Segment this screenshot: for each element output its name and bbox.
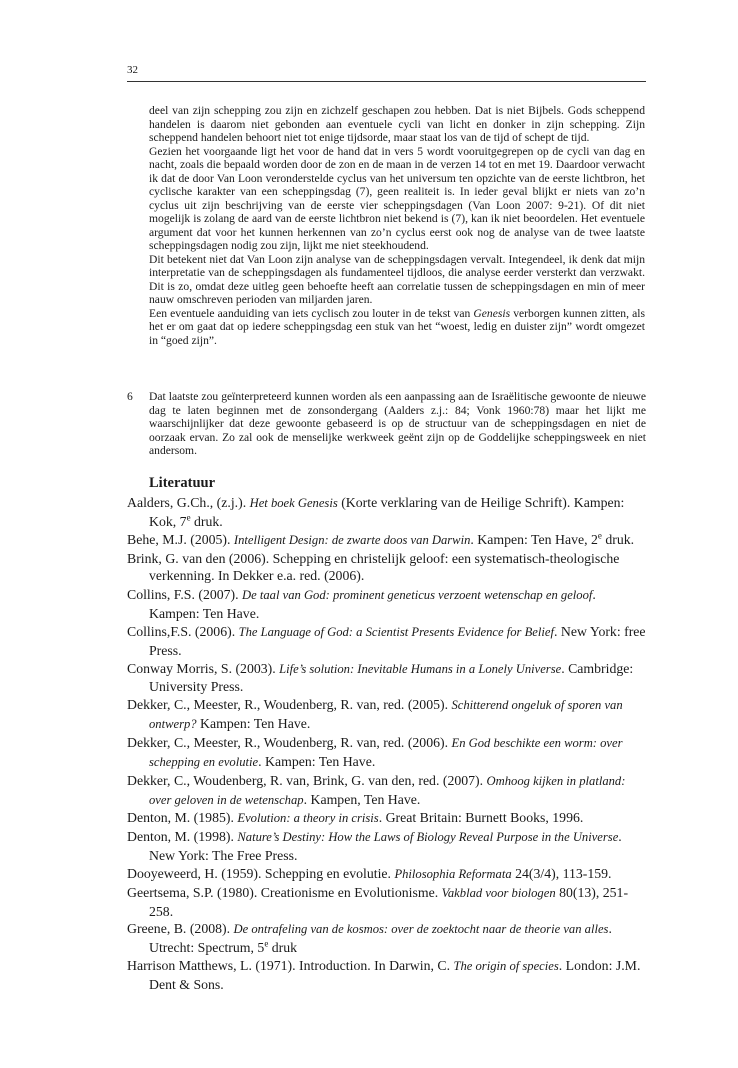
note-paragraph: Dit betekent niet dat Van Loon zijn analyse van de scheppingsdagen vervalt. Integendeel, ik denk dat mijn interpretatie van de scheppingsdagen als fundamenteel tijdloos, die analyse eerder versterkt dan verzwakt. Dit is zo, omdat deze uitleg geen behoefte heeft aan correlatie tussen de scheppingsdagen en min of meer nauw omschreven perioden van miljarden jaren. bbox=[149, 252, 645, 306]
ref-title: En God beschikte een worm: over schepping en evolutie bbox=[149, 735, 623, 769]
header-rule bbox=[127, 81, 646, 82]
ref-text: Harrison Matthews, L. (1971). Introduction. In Darwin, C. bbox=[127, 958, 454, 974]
ref-title: Life’s solution: Inevitable Humans in a Lonely Universe bbox=[279, 661, 562, 676]
ref-text: . Utrecht: Spectrum, 5 bbox=[149, 921, 612, 956]
section-heading: Literatuur bbox=[149, 475, 216, 491]
ref-text: Dooyeweerd, H. (1959). Schepping en evolutie. bbox=[127, 865, 395, 881]
ref-sup: e bbox=[264, 938, 269, 949]
note-paragraph: Gezien het voorgaande ligt het voor de hand dat in vers 5 wordt vooruitgegrepen op de cycli van dag en nacht, zoals die bepaald worden door de zon en de maan in de verzen 14 tot en met 19. Daardoor verwacht ik dat de door Van Loon veronderstelde cyclus van het universum ten opzichte van de eerste lichtbron, het cyclische karakter van een scheppingsdag (7), geen realiteit is. In ieder geval blijkt er niets van zo’n cyclus uit zijn beschrijving van de eerste vier scheppingsdagen (Van Loon 2007: 9-21). Of dit niet mogelijk is zolang de aard van de eerste lichtbron niet bekend is (7), kan ik niet beoordelen. Het eventuele argument dat voor het kunnen herkennen van zo’n cyclus eerst ook nog de analyse van de twee laatste scheppingsdagen nodig zou zijn, lijkt me niet steekhoudend. bbox=[149, 144, 645, 252]
ref-text: Greene, B. (2008). bbox=[127, 921, 234, 937]
reference-entry bbox=[127, 865, 646, 884]
ref-text: . Cambridge: University Press. bbox=[149, 660, 634, 695]
ref-text: . Kampen: Ten Have. bbox=[149, 587, 596, 622]
page-number: 32 bbox=[127, 64, 138, 76]
ref-text: Behe, M.J. (2005). bbox=[127, 531, 234, 547]
ref-text: druk. bbox=[190, 513, 223, 529]
reference-entry bbox=[127, 920, 646, 957]
footnote-continuation bbox=[149, 104, 645, 347]
ref-title: The Language of God: a Scientist Presents Evidence for Belief bbox=[238, 624, 554, 639]
reference-list bbox=[127, 494, 646, 994]
ref-text: . New York: free Press. bbox=[149, 623, 646, 658]
reference-entry bbox=[127, 828, 646, 865]
ref-text: . Great Britain: Burnett Books, 1996. bbox=[378, 810, 584, 826]
ref-title: Vakblad voor biologen bbox=[441, 885, 556, 900]
ref-text: . Kampen: Ten Have, 2 bbox=[470, 531, 598, 547]
ref-title: Evolution: a theory in crisis bbox=[237, 811, 379, 826]
reference-entry bbox=[127, 884, 646, 921]
reference-entry bbox=[127, 550, 646, 587]
ref-text: Dekker, C., Meester, R., Woudenberg, R. van, red. (2005). bbox=[127, 697, 452, 713]
reference-entry bbox=[127, 494, 646, 531]
ref-text: Aalders, G.Ch., (z.j.). bbox=[127, 495, 250, 510]
ref-text: druk. bbox=[601, 531, 635, 547]
ref-title: Schitterend ongeluk of sporen van ontwerp? bbox=[149, 698, 623, 732]
ref-text: . New York: The Free Press. bbox=[149, 829, 622, 864]
ref-sup: e bbox=[597, 530, 602, 541]
footnote-text: Dat laatste zou geïnterpreteerd kunnen worden als een aanpassing aan de Israëlitische gewoonte de nieuwe dag te laten beginnen met de zonsondergang (Aalders z.j.: 84; Vonk 1960:78) maar het lijkt me waarschijnlijker dat deze gewoonte gebaseerd is op de structuur van de scheppingsdagen en niet de oorzaak ervan. Zo zal ook de menselijke werkweek geënt zijn op de Goddelijke scheppingsweek en niet andersom. bbox=[149, 390, 646, 457]
ref-text: Kampen: Ten Have. bbox=[196, 716, 311, 732]
reference-entry bbox=[127, 772, 646, 810]
ref-text: . London: J.M. Dent & Sons. bbox=[149, 958, 641, 992]
ref-title: Philosophia Reformata bbox=[394, 866, 512, 881]
ref-text: Collins, F.S. (2007). bbox=[127, 587, 243, 603]
ref-text: . Kampen: Ten Have. bbox=[258, 753, 376, 769]
reference-entry bbox=[127, 660, 646, 697]
note-paragraph bbox=[149, 307, 645, 348]
ref-text: Dekker, C., Meester, R., Woudenberg, R. van, red. (2006). bbox=[127, 734, 452, 750]
ref-title: The origin of species bbox=[453, 959, 559, 974]
ref-title: De taal van God: prominent geneticus verzoent wetenschap en geloof bbox=[242, 588, 593, 603]
text-segment: verborgen kunnen zitten, als het er om gaat dat op iedere scheppingsdag een stuk van het “woest, ledig en duister zijn” wordt omgezet in “goed zijn”. bbox=[149, 306, 645, 347]
ref-text: 80(13), 251-258. bbox=[149, 884, 629, 919]
italic-term: Genesis bbox=[473, 306, 511, 320]
footnote-number: 6 bbox=[127, 390, 133, 403]
reference-entry bbox=[127, 586, 646, 623]
ref-text: Denton, M. (1998). bbox=[127, 829, 238, 845]
ref-sup: e bbox=[186, 512, 191, 523]
reference-entry bbox=[127, 809, 646, 828]
ref-text: Denton, M. (1985). bbox=[127, 810, 238, 826]
ref-title: Het boek Genesis bbox=[249, 496, 338, 510]
ref-title: Nature’s Destiny: How the Laws of Biology Reveal Purpose in the Universe bbox=[237, 830, 619, 845]
ref-title: Omhoog kijken in platland: over geloven in de wetenschap bbox=[149, 773, 626, 807]
reference-entry bbox=[127, 531, 646, 550]
reference-entry bbox=[127, 957, 646, 994]
ref-text: . Kampen, Ten Have. bbox=[303, 791, 421, 807]
ref-title: De ontrafeling van de kosmos: over de zoektocht naar de theorie van alles bbox=[233, 922, 609, 937]
ref-text: Conway Morris, S. (2003). bbox=[127, 660, 280, 676]
reference-entry bbox=[127, 623, 646, 660]
text-segment: Een eventuele aanduiding van iets cyclisch zou louter in de tekst van bbox=[149, 306, 474, 320]
footnote-6 bbox=[127, 390, 646, 458]
ref-text: Collins,F.S. (2006). bbox=[127, 623, 239, 639]
ref-text: Geertsema, S.P. (1980). Creationisme en Evolutionisme. bbox=[127, 884, 442, 900]
ref-text: Dekker, C., Woudenberg, R. van, Brink, G. van den, red. (2007). bbox=[127, 772, 487, 788]
reference-entry bbox=[127, 734, 646, 772]
ref-title: Intelligent Design: de zwarte doos van Darwin bbox=[233, 532, 471, 547]
ref-text: (Korte verklaring van de Heilige Schrift). Kampen: Kok, 7 bbox=[149, 495, 625, 529]
ref-text: 24(3/4), 113-159. bbox=[511, 865, 612, 881]
ref-text: Brink, G. van den (2006). Schepping en christelijk geloof: een systematisch-theologische verkenning. In Dekker e.a. red. (2006). bbox=[127, 550, 620, 584]
reference-entry bbox=[127, 696, 646, 734]
note-paragraph: deel van zijn schepping zou zijn en zichzelf geschapen zou hebben. Dat is niet Bijbels. Gods scheppend handelen is daarom niet gebonden aan eventuele cycli van licht en donker in zijn schepping. Zijn scheppend handelen behoort niet tot enige tijdsorde, maar staat los van de tijd of schept de tijd. bbox=[149, 104, 645, 144]
ref-text: druk bbox=[268, 940, 298, 956]
